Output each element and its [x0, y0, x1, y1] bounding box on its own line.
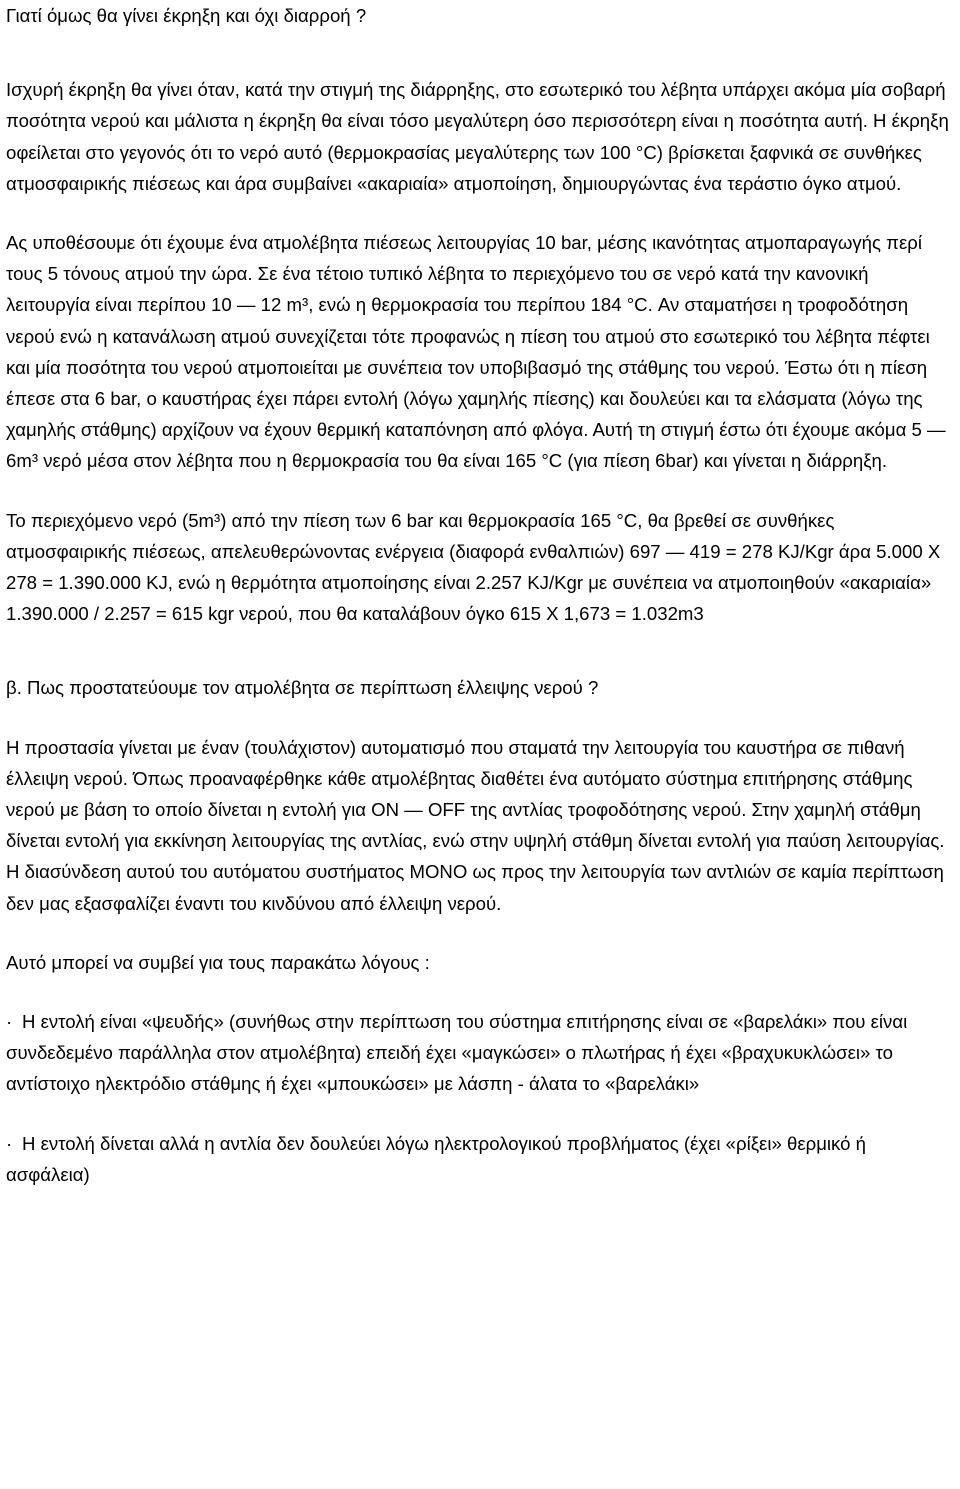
spacer [6, 477, 954, 505]
list-item [6, 1128, 954, 1190]
spacer [6, 199, 954, 227]
bullet-marker: · [6, 1132, 13, 1154]
spacer [6, 629, 954, 672]
list-item [6, 1006, 954, 1100]
subsection-heading-protection: β. Πως προστατεύουμε τον ατμολέβητα σε περίπτωση έλλειψης νερού ? [6, 677, 599, 699]
bullet-marker: · [6, 1011, 13, 1033]
list-item-text: Η εντολή δίνεται αλλά η αντλία δεν δουλεύει λόγω ηλεκτρολογικού προβλήματος (έχει «ρίξει» θερμικό ή ασφάλεια) [6, 1132, 866, 1185]
document-page [6, 0, 954, 1190]
section-heading: Γιατί όμως θα γίνει έκρηξη και όχι διαρροή ? [6, 5, 367, 26]
spacer [6, 704, 954, 732]
spacer [6, 919, 954, 947]
paragraph-protection: Η προστασία γίνεται με έναν (τουλάχιστον) αυτοματισμό που σταματά την λειτουργία του καυστήρα σε πιθανή έλλειψη νερού. Όπως προαναφέρθηκε κάθε ατμολέβητας διαθέτει ένα αυτόματο σύστημα επιτήρησης στάθμης νερού με βάση το οποίο δίνεται η εντολή για ON — OFF της αντλίας τροφοδότησης νερού. Στην χαμηλή στάθμη δίνεται εντολή για εκκίνηση λειτουργίας της αντλίας, ενώ στην υψηλή στάθμη δίνεται εντολή για παύση λειτουργίας. Η διασύνδεση αυτού του αυτόματου συστήματος ΜΟΝΟ ως προς την λειτουργία των αντλιών σε καμία περίπτωση δεν μας εξασφαλίζει έναντι του κινδύνου από έλλειψη νερού. [6, 736, 945, 914]
paragraph-explosion-cause: Ισχυρή έκρηξη θα γίνει όταν, κατά την στιγμή της διάρρηξης, στο εσωτερικό του λέβητα υπάρχει ακόμα μία σοβαρή ποσότητα νερού και μάλιστα η έκρηξη θα είναι τόσο μεγαλύτερη όσο περισσότερη είναι η ποσότητα αυτή. Η έκρηξη οφείλεται στο γεγονός ότι το νερό αυτό (θερμοκρασίας μεγαλύτερης των 100 °C) βρίσκεται ξαφνικά σε συνθήκες ατμοσφαιρικής πιέσεως και άρα συμβαίνει «ακαριαία» ατμοποίηση, δημιουργώντας ένα τεράστιο όγκο ατμού. [6, 79, 949, 194]
paragraph-reasons-intro: Αυτό μπορεί να συμβεί για τους παρακάτω λόγους : [6, 951, 430, 973]
paragraph-example-boiler: Ας υποθέσουμε ότι έχουμε ένα ατμολέβητα πιέσεως λειτουργίας 10 bar, μέσης ικανότητας ατμοπαραγωγής περί τους 5 τόνους ατμού την ώρα. Σε ένα τέτοιο τυπικό λέβητα το περιεχόμενο του σε νερό κατά την κανονική λειτουργία είναι περίπου 10 — 12 m³, ενώ η θερμοκρασία του περίπου 184 °C. Αν σταματήσει η τροφοδότηση νερού ενώ η κατανάλωση ατμού συνεχίζεται τότε προφανώς η πίεση του ατμού στο εσωτερικό του λέβητα πέφτει και μία ποσότητα του νερού ατμοποιείται με συνέπεια τον υποβιβασμό της στάθμης του νερού. Έστω ότι η πίεση έπεσε στα 6 bar, ο καυστήρας έχει πάρει εντολή (λόγω χαμηλής πίεσης) και δουλεύει και τα ελάσματα (λόγω της χαμηλής στάθμης) αρχίζουν να έχουν θερμική καταπόνηση από φλόγα. Αυτή τη στιγμή έστω ότι έχουμε ακόμα 5 — 6m³ νερό μέσα στον λέβητα που η θερμοκρασία του θα είναι 165 °C (για πίεση 6bar) και γίνεται η διάρρηξη. [6, 232, 946, 472]
spacer [6, 1100, 954, 1128]
spacer [6, 978, 954, 1006]
paragraph-energy-calculation: Το περιεχόμενο νερό (5m³) από την πίεση των 6 bar και θερμοκρασία 165 °C, θα βρεθεί σε συνθήκες ατμοσφαιρικής πιέσεως, απελευθερώνοντας ενέργεια (διαφορά ενθαλπιών) 697 — 419 = 278 KJ/Kgr άρα 5.000 X 278 = 1.390.000 KJ, ενώ η θερμότητα ατμοποίησης είναι 2.257 KJ/Kgr με συνέπεια να ατμοποιηθούν «ακαριαία» 1.390.000 / 2.257 = 615 kgr νερού, που θα καταλάβουν όγκο 615 X 1,673 = 1.032m3 [6, 509, 941, 625]
spacer [6, 31, 954, 74]
list-item-text: Η εντολή είναι «ψευδής» (συνήθως στην περίπτωση του σύστημα επιτήρησης είναι σε «βαρελάκι» που είναι συνδεδεμένο παράλληλα στον ατμολέβητα) επειδή έχει «μαγκώσει» ο πλωτήρας ή έχει «βραχυκυκλώσει» το αντίστοιχο ηλεκτρόδιο στάθμης ή έχει «μπουκώσει» με λάσπη - άλατα το «βαρελάκι» [6, 1011, 908, 1095]
